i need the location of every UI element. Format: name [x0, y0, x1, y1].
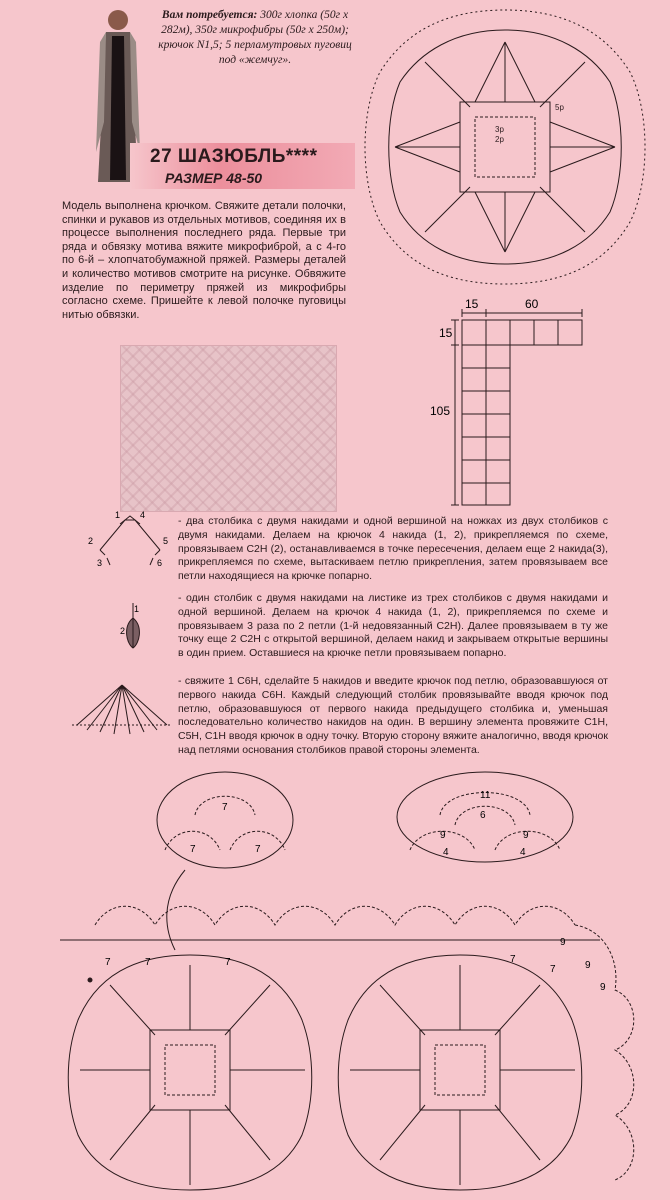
materials-lead: Вам потребуется:: [161, 9, 258, 21]
legend-text-1: - два столбика с двумя накидами и одной вершиной на ножках из двух столбиков с двумя накидами. Делаем на крючок 4 накида (1, 2), прикрепляемся по схеме, провязываем С2Н (2), останавливаемся в точке пересечения, делаем еще 2 накида(3), прикрепляемся по схеме, вытаскиваем петлю прикрепления, затем провязываем все петли находящиеся на крючке попарно.: [178, 515, 608, 583]
legend-1-num-1: 1: [115, 510, 121, 520]
bottom-num-7c: 7: [225, 957, 231, 968]
oval-detail-left: [155, 770, 295, 870]
oval-right-num-9a: 9: [440, 830, 446, 841]
legend-1-num-3: 3: [97, 558, 103, 568]
oval-right-num-11: 11: [480, 790, 491, 801]
legend-1-num-2: 2: [88, 536, 94, 546]
intro-text: Модель выполнена крючком. Свяжите детали полочки, спинки и рукавов из отдельных мотивов, соединяя их в процессе выполнения последнего ряда. Первые три ряда и обвязку мотива вяжите микрофиброй, а с 4-го по 6-й – хлопчатобумажной пряжей. Размеры деталей и количество мотивов смотрите на рисунке. Обвяжите изделие по периметру пряжей из микрофибры согласно схеме. Пришейте к левой полочке пуговицы нитью обвязки.: [62, 200, 346, 321]
bottom-num-7e: 7: [550, 964, 556, 975]
legend-symbol-3: [72, 680, 172, 740]
legend-symbol-1: [85, 510, 175, 570]
motif-row-3: 3р: [495, 125, 504, 134]
grid-left-label-105: 105: [430, 404, 451, 418]
fabric-sample-photo: [120, 345, 337, 512]
materials-text: [150, 8, 360, 68]
oval-detail-right: [395, 770, 575, 865]
bottom-num-9a: 9: [560, 937, 566, 948]
legend-text-3: - свяжите 1 С6Н, сделайте 5 накидов и введите крючок под петлю, образовавшуюся от первого накида С6Н. Каждый следующий столбик провязывайте вводя крючок под петлю, образовавшуюся от первого накида предыдущего столбика и, уменьшая последовательно количество накидов на один. В вершину элемента провяжите С1Н, С5Н, С1Н вводя крючок в одну точку. Вторую сторону вяжите аналогично, вводя крючок над петлями основания столбиков правой стороны элемента.: [178, 675, 608, 756]
oval-right-num-6: 6: [480, 810, 486, 821]
motif-row-5: 5р: [555, 103, 564, 112]
legend-text-2: - один столбик с двумя накидами на листике из трех столбиков с двумя накидами и одной вершиной. Делаем на крючок 4 накида (1, 2), прикрепляемся по схеме и провязываем 3 раза по 2 петли (1-й недовязанный С2Н). Далее провязываем в ту же точку еще 2 С2Н с открытой вершиной, делаем накид и закрываем открытые вершины в один прием. Оставшиеся на крючке петли провязываем попарно.: [178, 592, 608, 660]
grid-top-label-15: 15: [465, 297, 479, 311]
motif-diagram-top: [355, 2, 655, 292]
motif-row-2: 2р: [495, 135, 504, 144]
size-grid: [430, 295, 595, 515]
oval-left-num-1: 7: [222, 802, 228, 813]
legend-2-num-1: 1: [134, 604, 140, 614]
oval-left-num-3: 7: [255, 844, 261, 855]
grid-left-label-15: 15: [439, 326, 453, 340]
size-label: РАЗМЕР 48-50: [165, 170, 263, 186]
materials-body: 300г хлопка (50г x 282м), 350г микрофибры (50г x 250м); крючок N1,5; 5 перламутровых пуговиц под «жемчуг».: [158, 9, 352, 66]
legend-1-num-4: 4: [140, 510, 146, 520]
bottom-num-9c: 9: [600, 982, 606, 993]
page-title: 27 ШАЗЮБЛЬ****: [150, 146, 318, 167]
bottom-num-9b: 9: [585, 960, 591, 971]
legend-2-num-2: 2: [120, 626, 126, 636]
oval-right-num-4b: 4: [520, 847, 526, 858]
legend-1-num-6: 6: [157, 558, 163, 568]
bottom-num-7d: 7: [510, 954, 516, 965]
bottom-num-7b: 7: [145, 957, 151, 968]
motif-diagram-bottom: [40, 870, 660, 1195]
oval-right-num-4a: 4: [443, 847, 449, 858]
oval-right-num-9b: 9: [523, 830, 529, 841]
grid-top-label-60: 60: [525, 297, 539, 311]
legend-1-num-5: 5: [163, 536, 169, 546]
oval-left-num-2: 7: [190, 844, 196, 855]
bottom-num-7a: 7: [105, 957, 111, 968]
legend-symbol-2: [118, 598, 148, 653]
